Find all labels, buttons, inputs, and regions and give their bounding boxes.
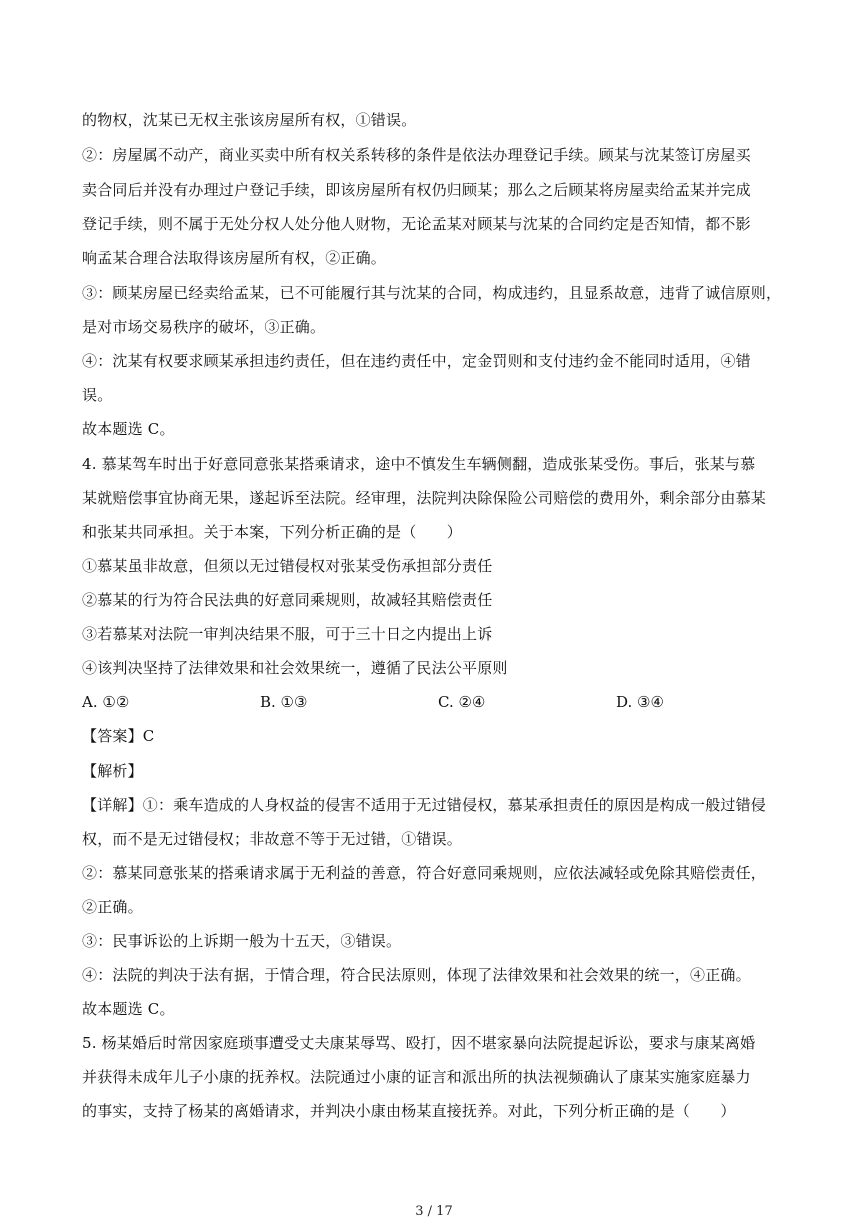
option-c: C. ②④ — [438, 693, 486, 711]
text-line: 权，而不是无过错侵权；非故意不等于无过错，①错误。 — [82, 830, 463, 848]
text-line: ②：房屋属不动产，商业买卖中所有权关系转移的条件是依法办理登记手续。顾某与沈某签订房屋买 — [82, 146, 751, 164]
text-line: ④：法院的判决于法有据，于情合理，符合民法原则，体现了法律效果和社会效果的统一，④正确。 — [82, 966, 751, 984]
statement-1: ①慕某虽非故意，但须以无过错侵权对张某受伤承担部分责任 — [82, 557, 493, 575]
statement-2: ②慕某的行为符合民法典的好意同乘规则，故减轻其赔偿责任 — [82, 591, 493, 609]
text-line: 是对市场交易秩序的破坏，③正确。 — [82, 318, 326, 336]
text-line: 故本题选 C。 — [82, 420, 175, 438]
text-line: ③：顾某房屋已经卖给孟某，已不可能履行其与沈某的合同，构成违约，且显系故意，违背了诚信原则， — [82, 284, 782, 302]
question-5-stem: 5. 杨某婚后时常因家庭琐事遭受丈夫康某辱骂、殴打，因不堪家暴向法院提起诉讼，要求与康某离婚 — [82, 1034, 756, 1052]
text-line: 卖合同后并没有办理过户登记手续，即该房屋所有权仍归顾某；那么之后顾某将房屋卖给孟某并完成 — [82, 181, 751, 199]
text-line: 的物权，沈某已无权主张该房屋所有权，①错误。 — [82, 111, 417, 129]
analysis-label: 【解析】 — [82, 762, 143, 780]
option-b: B. ①③ — [260, 693, 308, 711]
option-a: A. ①② — [82, 693, 130, 711]
page-number: 3 / 17 — [415, 1204, 453, 1219]
question-4-stem: 4. 慕某驾车时出于好意同意张某搭乘请求，途中不慎发生车辆侧翻，造成张某受伤。事后，张某与慕 — [82, 455, 756, 473]
text-line: 响孟某合理合法取得该房屋所有权，②正确。 — [82, 249, 387, 267]
text-line: 故本题选 C。 — [82, 1000, 175, 1018]
answer-label: 【答案】C — [82, 727, 155, 745]
text-line: 误。 — [82, 386, 113, 404]
question-5-stem: 的事实，支持了杨某的离婚请求，并判决小康由杨某直接抚养。对此，下列分析正确的是（ ） — [82, 1102, 736, 1120]
text-line: 登记手续，则不属于无处分权人处分他人财物，无论孟某对顾某与沈某的合同约定是否知情，都不影 — [82, 215, 751, 233]
question-4-stem: 和张某共同承担。关于本案，下列分析正确的是（ ） — [82, 523, 463, 541]
text-line: ②：慕某同意张某的搭乘请求属于无利益的善意，符合好意同乘规则，应依法减轻或免除其赔偿责任， — [82, 864, 767, 882]
option-d: D. ③④ — [616, 693, 664, 711]
text-line: ②正确。 — [82, 898, 143, 916]
question-5-stem: 并获得未成年儿子小康的抚养权。法院通过小康的证言和派出所的执法视频确认了康某实施家庭暴力 — [82, 1068, 751, 1086]
statement-4: ④该判决坚持了法律效果和社会效果统一，遵循了民法公平原则 — [82, 659, 508, 677]
statement-3: ③若慕某对法院一审判决结果不服，可于三十日之内提出上诉 — [82, 625, 493, 643]
text-line: ④：沈某有权要求顾某承担违约责任，但在违约责任中，定金罚则和支付违约金不能同时适用，④错 — [82, 352, 751, 370]
text-line: ③：民事诉讼的上诉期一般为十五天，③错误。 — [82, 932, 402, 950]
text-line: 【详解】①：乘车造成的人身权益的侵害不适用于无过错侵权，慕某承担责任的原因是构成一般过错侵 — [82, 796, 767, 814]
question-4-stem: 某就赔偿事宜协商无果，遂起诉至法院。经审理，法院判决除保险公司赔偿的费用外，剩余部分由慕某 — [82, 489, 767, 507]
